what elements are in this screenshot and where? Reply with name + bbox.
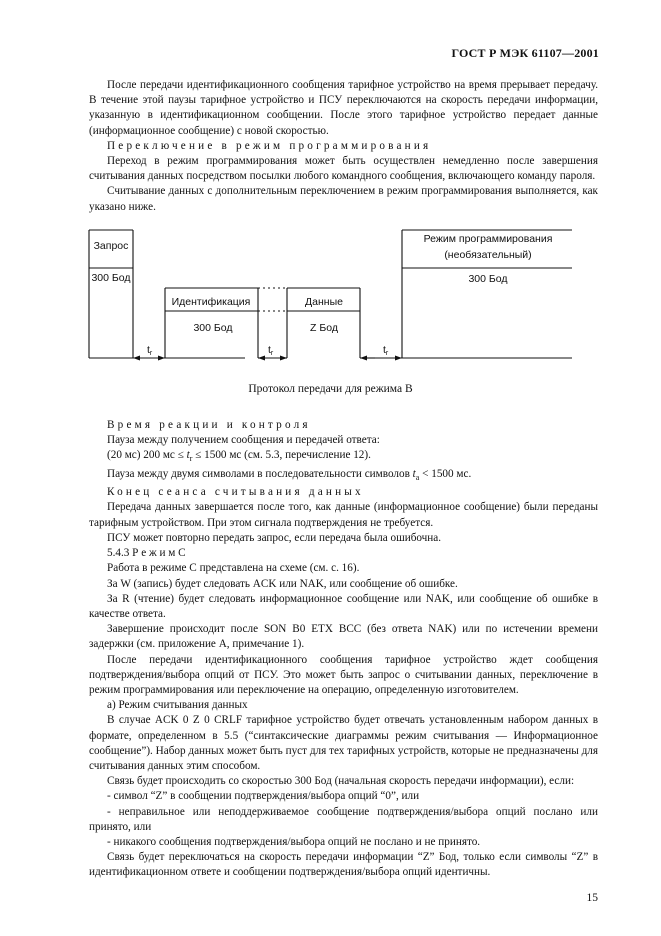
char-pause-text: Пауза между двумя символами в последовательности символов $t_a < 1500$ мс. <box>107 467 472 483</box>
intro-paragraph-3: Считывание данных с дополнительным переключением в режим программирования выполняется, как указано ниже. <box>89 185 598 213</box>
data-label: Данные <box>305 296 343 308</box>
ident-baud-label: 300 Бод <box>193 322 233 334</box>
prog-baud-label: 300 Бод <box>468 273 508 285</box>
list-item: - неправильное или неподдерживаемое сообщение подтверждения/выбора опций послано или принято, или <box>89 805 598 833</box>
prog-mode-label: Режим программирования <box>423 233 553 245</box>
subheading-readout-mode: а) Режим считывания данных <box>107 699 248 712</box>
paragraph: После передачи идентификационного сообщения тарифное устройство ждет сообщения подтверждения/выбора опций от ПСУ. Это может быть запрос о считывании данных, переключение в режим программирования или переключение на операцию, определенную изготовителем. <box>89 653 598 696</box>
paragraph: Связь будет происходить со скоростью 300 Бод (начальная скорость передачи информации), если: <box>107 775 575 788</box>
tr-label-3: tr <box>383 344 389 357</box>
document-header: ГОСТ Р МЭК 61107—2001 <box>451 46 599 60</box>
main-block <box>89 418 598 881</box>
section-heading-mode-c: 5.4.3 Р е ж и м С <box>107 547 186 560</box>
paragraph: За R (чтение) будет следовать информационное сообщение или NAK, или сообщение об ошибке в качестве ответа. <box>89 592 598 620</box>
paragraph: За W (запись) будет следовать ACK или NAK, или сообщение об ошибке. <box>107 577 458 590</box>
protocol-diagram <box>0 220 661 370</box>
data-baud-label: Z Бод <box>310 322 338 334</box>
list-item: - символ “Z” в сообщении подтверждения/выбора опций “0”, или <box>107 790 420 803</box>
request-baud-label: 300 Бод <box>91 272 131 284</box>
reaction-pause-text: Пауза между получением сообщения и передачей ответа: <box>107 434 380 447</box>
paragraph: Завершение происходит после SON B0 ETX BCC (без ответа NAK) или по истечении времени задержки (см. приложение А, примечание 1). <box>89 623 598 651</box>
subheading-programming-switch: Переключение в режим программирования <box>107 139 432 152</box>
tr-label-1: tr <box>147 344 153 357</box>
intro-paragraph-2: Переход в режим программирования может быть осуществлен немедленно после завершения считывания данных посредством посылки любого командного сообщения, включающего команду пароля. <box>89 155 598 183</box>
prog-optional-label: (необязательный) <box>444 249 532 261</box>
reaction-pause-range: (20 мс) 200 мс ≤ $t_r \le 1500$ мс (см. 5.3, перечисление 12). <box>107 449 371 464</box>
intro-paragraph-1: После передачи идентификационного сообщения тарифное устройство на время прерывает передачу. В течение этой паузы тарифное устройство и ПСУ переключаются на скорость передачи информации, указанную в идентификационном сообщении. После этого тарифное устройство передает данные (информационное сообщение) с новой скоростью. <box>89 79 598 137</box>
intro-block <box>89 78 598 215</box>
paragraph: ПСУ может повторно передать запрос, если передача была ошибочна. <box>107 531 442 544</box>
paragraph: В случае ACK 0 Z 0 CRLF тарифное устройство будет отвечать установленным набором данных в формате, определенном в 5.5 (“синтаксические диаграммы режим считывания — Информационное сообщение”). Набор данных может быть пуст для тех тарифных устройств, которые не предназначены для считывания данных этим способом. <box>89 714 598 772</box>
tr-label-2: tr <box>268 344 274 357</box>
list-item: - никакого сообщения подтверждения/выбора опций не послано и не принято. <box>107 835 481 848</box>
paragraph: Работа в режиме С представлена на схеме (см. с. 16). <box>107 562 360 575</box>
paragraph: Связь будет переключаться на скорость передачи информации “Z” Бод, только если символы “Z” в идентификационном ответе и сообщении подтверждения/выбора опций идентичны. <box>89 851 598 879</box>
subheading-session-end: Конец сеанса считывания данных <box>107 486 364 499</box>
page-number: 15 <box>586 892 598 904</box>
request-label: Запрос <box>93 240 129 252</box>
ident-label: Идентификация <box>171 296 251 308</box>
diagram-caption: Протокол передачи для режима В <box>248 383 413 395</box>
subheading-reaction-time: Время реакции и контроля <box>107 419 311 431</box>
paragraph: Передача данных завершается после того, как данные (информационное сообщение) были переданы тарифным устройством. При этом сигнала подтверждения не требуется. <box>89 501 598 529</box>
